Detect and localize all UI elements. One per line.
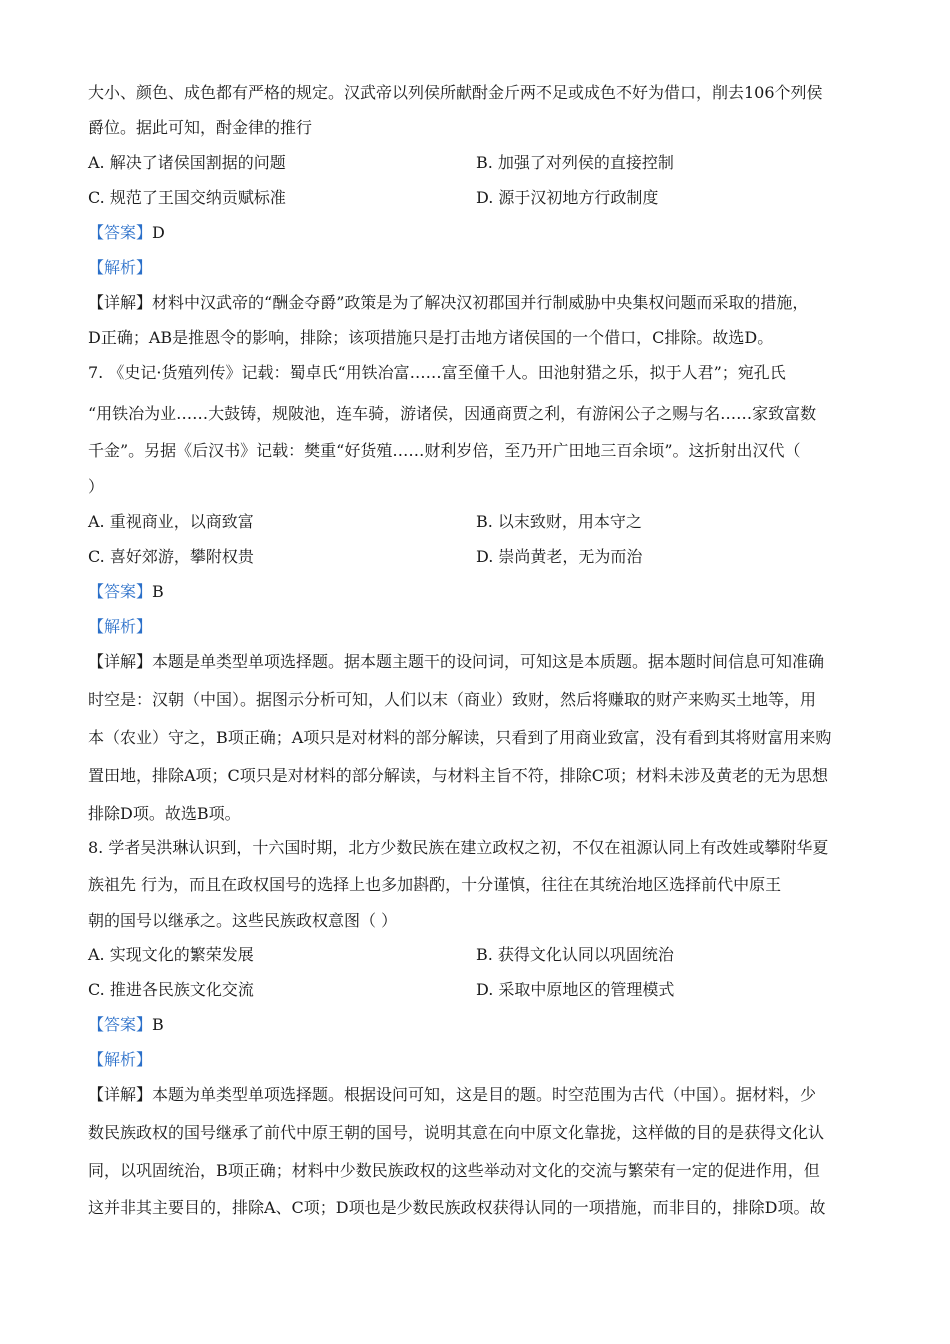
q8-analysis-tag xyxy=(88,1049,152,1071)
q8-option-a: A. 实现文化的繁荣发展 xyxy=(88,945,254,964)
q6-answer-value: D xyxy=(152,223,165,242)
q8-option-d: D. 采取中原地区的管理模式 xyxy=(476,980,675,999)
q8-option-c: C. 推进各民族文化交流 xyxy=(88,980,254,999)
q7-option-b: B. 以末致财，用本守之 xyxy=(476,512,642,531)
detail-tag: 【详解】 xyxy=(88,293,153,312)
answer-tag: 【答案】 xyxy=(88,582,153,601)
q8-detail-text-1: 本题为单类型单项选择题。根据设问可知，这是目的题。时空范围为古代（中国）。据材料，少 xyxy=(152,1085,817,1104)
q6-option-d: D. 源于汉初地方行政制度 xyxy=(476,188,659,207)
q6-stem-line-2: 爵位。据此可知，酎金律的推行 xyxy=(88,118,313,137)
q7-stem-line-2: “用铁冶为业……大鼓铸，规陂池，连车骑，游诸侯，因通商贾之利，有游闲公子之赐与名……家致富数 xyxy=(88,404,817,423)
q7-option-d: D. 崇尚黄老，无为而治 xyxy=(476,547,643,566)
q8-answer-line xyxy=(88,1014,164,1036)
q7-option-c: C. 喜好郊游，攀附权贵 xyxy=(88,547,254,566)
q8-answer-value: B xyxy=(152,1015,164,1034)
q6-option-a: A. 解决了诸侯国割据的问题 xyxy=(88,153,286,172)
detail-tag: 【详解】 xyxy=(88,1085,153,1104)
q7-detail-line-5: 排除D项。故选B项。 xyxy=(88,804,241,823)
q7-detail-line-4: 置田地，排除A项；C项只是对材料的部分解读，与材料主旨不符，排除C项；材料未涉及黄老的无为思想 xyxy=(88,766,829,785)
answer-tag: 【答案】 xyxy=(88,1015,153,1034)
q7-option-a: A. 重视商业，以商致富 xyxy=(88,512,254,531)
q7-stem-line-3: 千金”。另据《后汉书》记载：樊重“好货殖……财利岁倍，至乃开广田地三百余顷”。这折射出汉代（ xyxy=(88,441,801,460)
q6-detail-line-1 xyxy=(88,292,808,314)
answer-tag: 【答案】 xyxy=(88,223,153,242)
analysis-tag: 【解析】 xyxy=(88,617,153,636)
q7-detail-line-3: 本（农业）守之，B项正确；A项只是对材料的部分解读，只看到了用商业致富，没有看到其将财富用来购 xyxy=(88,728,832,747)
q7-detail-line-1 xyxy=(88,651,824,673)
q8-detail-line-3: 同，以巩固统治，B项正确；材料中少数民族政权的这些举动对文化的交流与繁荣有一定的促进作用，但 xyxy=(88,1161,820,1180)
q8-option-b: B. 获得文化认同以巩固统治 xyxy=(476,945,674,964)
q6-detail-line-2: D正确；AB是推恩令的影响，排除；该项措施只是打击地方诸侯国的一个借口，C排除。故选D。 xyxy=(88,328,774,347)
q6-stem-line-1: 大小、颜色、成色都有严格的规定。汉武帝以列侯所献酎金斤两不足或成色不好为借口，削去106个列侯 xyxy=(88,83,823,102)
q6-analysis-tag xyxy=(88,257,152,279)
q6-detail-text-1: 材料中汉武帝的“酬金夺爵”政策是为了解决汉初郡国并行制威胁中央集权问题而采取的措施， xyxy=(152,293,809,312)
q7-detail-text-1: 本题是单类型单项选择题。据本题主题干的设问词，可知这是本质题。据本题时间信息可知准确 xyxy=(152,652,825,671)
q8-detail-line-4: 这并非其主要目的，排除A、C项；D项也是少数民族政权获得认同的一项措施，而非目的，排除D项。故 xyxy=(88,1198,826,1217)
q8-stem-line-2: 族祖先 行为，而且在政权国号的选择上也多加斟酌，十分谨慎，往往在其统治地区选择前代中原王 xyxy=(88,875,782,894)
q6-answer-line xyxy=(88,222,165,244)
q7-answer-line xyxy=(88,581,164,603)
q7-analysis-tag xyxy=(88,616,152,638)
analysis-tag: 【解析】 xyxy=(88,258,153,277)
detail-tag: 【详解】 xyxy=(88,652,153,671)
analysis-tag: 【解析】 xyxy=(88,1050,153,1069)
q8-stem-line-1: 8. 学者吴洪琳认识到，十六国时期，北方少数民族在建立政权之初，不仅在祖源认同上有改姓或攀附华夏 xyxy=(88,838,829,857)
q7-detail-line-2: 时空是：汉朝（中国）。据图示分析可知，人们以末（商业）致财，然后将赚取的财产来购买土地等，用 xyxy=(88,690,817,709)
q8-stem-line-3: 朝的国号以继承之。这些民族政权意图（ ） xyxy=(88,911,398,930)
q6-option-b: B. 加强了对列侯的直接控制 xyxy=(476,153,674,172)
q6-option-c: C. 规范了王国交纳贡赋标准 xyxy=(88,188,286,207)
q8-detail-line-1 xyxy=(88,1084,816,1106)
q8-detail-line-2: 数民族政权的国号继承了前代中原王朝的国号，说明其意在向中原文化靠拢，这样做的目的是获得文化认 xyxy=(88,1123,825,1142)
q7-stem-line-4: ） xyxy=(88,477,105,496)
q7-answer-value: B xyxy=(152,582,164,601)
q7-stem-line-1: 7. 《史记·货殖列传》记载：蜀卓氏“用铁冶富……富至僮千人。田池射猎之乐，拟于人君”；宛孔氏 xyxy=(88,363,786,382)
